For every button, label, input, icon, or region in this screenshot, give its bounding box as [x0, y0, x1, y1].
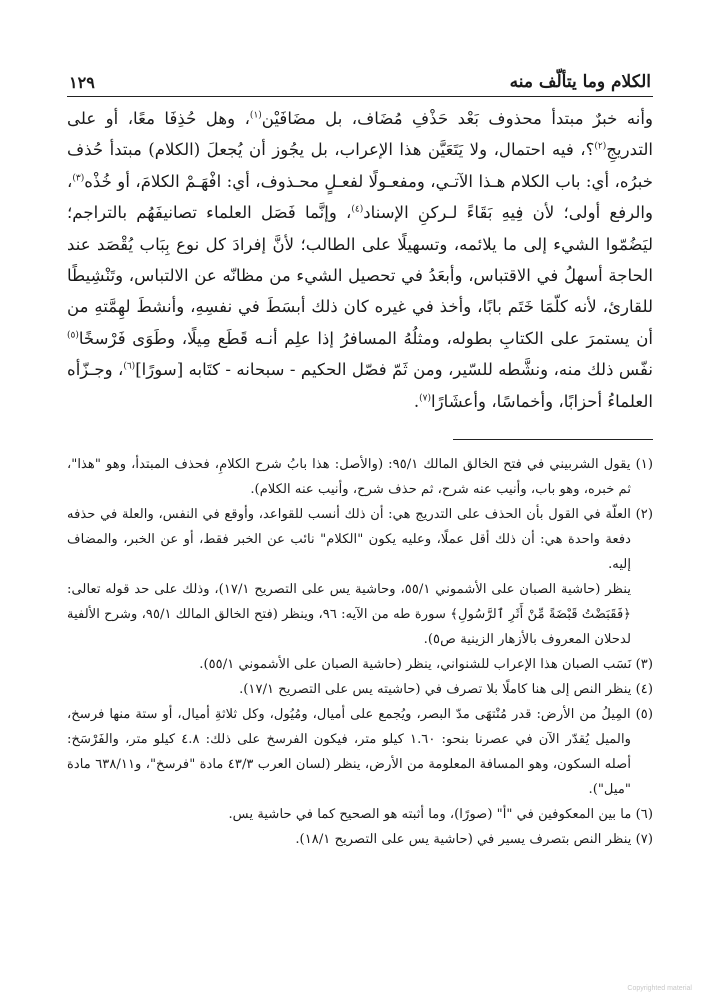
footnote-ref-5[interactable]: (٥): [67, 330, 79, 341]
footnote-ref-7[interactable]: (٧): [419, 393, 432, 404]
main-text: [67, 103, 653, 417]
footnote-ref-2[interactable]: (٢): [594, 141, 607, 152]
footnote-2-continuation: ينظر (حاشية الصبان على الأشموني ٥٥/١، وحاشية يس على التصريح ١٧/١)، وذلك على حد قوله تعالى: ﴿فَقَبَضْتُ قَبْضَةً مِّنْ أَثَرِ ٱلرَّسُولِ﴾ سورة طه من الآيه: ٩٦، وينظر (فتح الخالق المالك ٩٥/١، وشرح الألفية لدحلان المعروف بالأزهار الزينية ص٥).: [67, 582, 631, 648]
main-paragraph: وأنه خبرٌ مبتدأ محذوف بَعْد حَذْفِ مُضَاف، بل مضَافَيْن$^{(١)}$، وهل حُذِفَا معًا، أو على التدريجِ$^{(٢)}$؟، فيه احتمال، ولا يَتَعَيَّن هذا الإعراب، بل يجُوز أن يُجعلَ (الكلام) مبتدأ حُذف خبرُه، أي: باب الكلام هـذا الآتـي، ومفعـولًا لفعـلٍ محـذوف، أي: افْهَـمْ الكلامَ، أو خُذْه$^{(٣)}$، والرفع أولى؛ لأن فِيهِ بَقَاءً لـركنِ الإسناد$^{(٤)}$، وإنَّما فَصَل العلماء تصانيفَهُم بالتراجم؛ ليَضُمّوا الشيء إلى ما يلائمه، وتسهيلًا على الطالب؛ لأنَّ إفرادَ كل نوع بِبَاب يُقْصَد عند الحاجة أسهلُ في الاقتباس، وأبعَدُ في تحصيل الشيء من مظانّه عن الالتباس، وتَنْشِيطًا للقارئ، لأنه كلّمَا خَتَم بابًا، وأخذ في غيره كان ذلك أبسَطَ في نفسِهِ، وأنشطَ لهِمَّتهِ من أن يستمرَ على الكتابِ بطوله، ومثلُهُ المسافرُ إذا علِم أنـه قَطَع مِيلًا، وطَوَى فَرْسخًا$^{(٥)}$ نفّس ذلك منه، ونشَّطه للسّير، ومن ثَمّ فصّل الحكيم - سبحانه - كتَابه [سورًا]$^{(٦)}$، وجـزّأه العلماءُ أحزابًا، وأخماسًا، وأعشَارًا$^{(٧)}$.: [67, 109, 653, 411]
page-number: ١٢٩: [69, 73, 95, 92]
footnote-ref-1[interactable]: (١): [249, 110, 262, 121]
running-header: [67, 62, 653, 97]
copyright-watermark: Copyrighted material: [627, 985, 692, 992]
footnote-5: (٥) المِيلُ من الأرض: قدر مُنْتهَى مدّ البصر، ويُجمع على أميال، ومُيُول، وكل ثلاثةِ أميال، أو ستة منها فرسخ، والميل يُقدّر الآن في عصرنا بنحو: ١.٦٠ كيلو متر، فيكون الفرسخ على ذلك: ٤.٨ كيلو متر، والفَرْسَخ: أصله السكون، وهو المسافة المعلومة من الأرض، ينظر (لسان العرب ٤٣/٣ مادة "فرسخ"، و٦٣٨/١١ مادة "ميل").: [67, 707, 653, 798]
footnote-6: (٦) ما بين المعكوفين في "أ" (صورًا)، وما أثبته هو الصحيح كما في حاشية يس.: [228, 807, 653, 823]
footnote-ref-6[interactable]: (٦): [123, 361, 136, 372]
footnote-separator: [453, 439, 653, 440]
chapter-title: الكلام وما يتألّف منه: [509, 72, 651, 92]
footnote-2: (٢) العلّة في القول بأن الحذف على التدريج هي: أن ذلك أنسب للقواعد، وأوقع في النفس، والعلة في حذفه دفعة واحدة هي: أن ذلك أقل عملًا، وعليه يكون "الكلام" نائب عن الخبر فقط، أو عن الخبر، والمضاف إليه. ينظر (حاشية الصبان على الأشموني ٥٥/١، وحاشية يس على التصريح ١٧/١)، وذلك على حد قوله تعالى: ﴿فَقَبَضْتُ قَبْضَةً مِّنْ أَثَرِ ٱلرَّسُولِ﴾ سورة طه من الآيه: ٩٦، وينظر (فتح الخالق المالك ٩٥/١، وشرح الألفية لدحلان المعروف بالأزهار الزينية ص٥).: [67, 502, 653, 652]
footnote-ref-3[interactable]: (٣): [72, 173, 85, 184]
footnote-1: (١) يقول الشربيني في فتح الخالق المالك ٩٥/١: (والأصل: هذا بابُ شرح الكلامِ، فحذف المبتدأ، وهو "هذا"، ثم خبره، وهو باب، وأنيب عنه شرح، ثم حذف شرح، وأنيب عنه الكلام).: [67, 457, 653, 498]
footnote-7: (٧) ينظر النص بتصرف يسير في (حاشية يس على التصريح ١٨/١).: [295, 832, 653, 848]
footnote-3: (٣) نَسَب الصبان هذا الإعراب للشنواني، ينظر (حاشية الصبان على الأشموني ٥٥/١).: [199, 657, 653, 673]
footnote-ref-4[interactable]: (٤): [351, 204, 364, 215]
book-page: [67, 62, 653, 852]
footnotes: [67, 452, 653, 852]
footnote-4: (٤) ينظر النص إلى هنا كاملًا بلا تصرف في (حاشيته يس على التصريح ١٧/١).: [239, 682, 653, 698]
